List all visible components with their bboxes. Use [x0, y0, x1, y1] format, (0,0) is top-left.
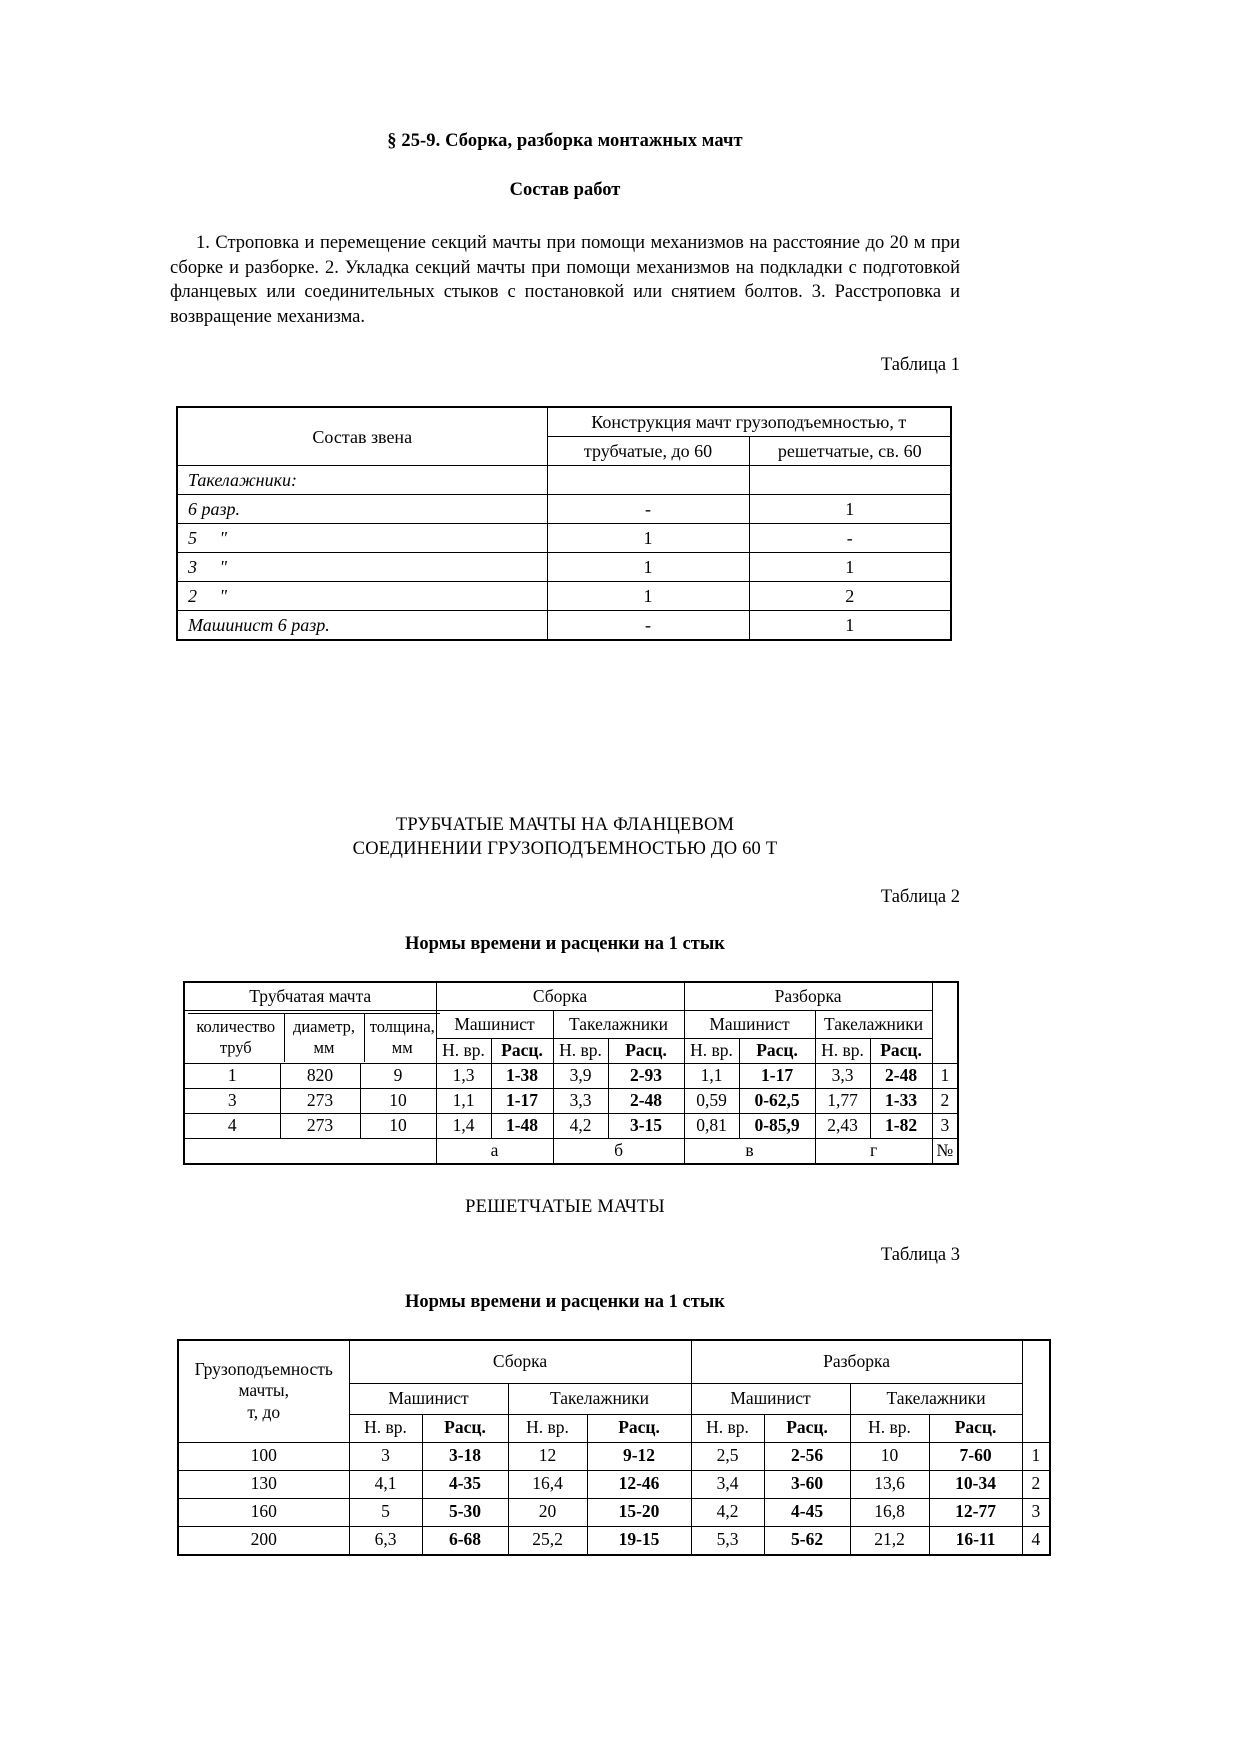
- table2-cell-thickness: 9: [360, 1064, 436, 1089]
- table1-row-lattice: 1: [749, 553, 951, 582]
- table3-header-capacity: [178, 1340, 349, 1443]
- table2-cell-dis-op-hv: 0,59: [684, 1089, 739, 1114]
- table1-row-tube: -: [547, 495, 749, 524]
- table2-cell-no: 3: [932, 1114, 958, 1139]
- table3-header-capacity-line1: Грузоподъемность: [194, 1358, 333, 1379]
- table1-row-tube: 1: [547, 582, 749, 611]
- table3-norms-heading: Нормы времени и расценки на 1 стык: [405, 1291, 725, 1312]
- table3-cell-capacity: 160: [178, 1498, 349, 1526]
- block2-title-line1: ТРУБЧАТЫЕ МАЧТЫ НА ФЛАНЦЕВОМ: [395, 815, 735, 836]
- table3-cell-asm-rig-rasc: 19-15: [587, 1526, 691, 1555]
- table3-header-rasc: Расц.: [422, 1414, 508, 1442]
- table3-cell-asm-rig-hv: 20: [508, 1498, 587, 1526]
- table3-header-assembly-riggers: Такелажники: [508, 1383, 691, 1414]
- table1-row-lattice: 2: [749, 582, 951, 611]
- table2-cell-asm-rig-rasc: 2-93: [608, 1064, 684, 1089]
- table3-cell-dis-op-hv: 4,2: [691, 1498, 764, 1526]
- table2-footer-g: г: [815, 1138, 932, 1163]
- table-header-row: [178, 1340, 1050, 1384]
- table2-header-assembly-riggers: Такелажники: [553, 1011, 684, 1039]
- table2-header-count: количество труб: [188, 1013, 284, 1062]
- table2-cell-dis-rig-hv: 1,77: [815, 1089, 870, 1114]
- table2-cell-dis-op-rasc: 0-62,5: [739, 1089, 815, 1114]
- table3-cell-dis-op-rasc: 4-45: [764, 1498, 850, 1526]
- table3-cell-asm-op-hv: 6,3: [349, 1526, 422, 1555]
- table-row: [184, 1089, 958, 1114]
- table1-row-label: 3 ": [177, 553, 547, 582]
- table3-cell-asm-op-rasc: 6-68: [422, 1526, 508, 1555]
- vertical-spacer: [170, 1165, 960, 1195]
- table3-cell-asm-rig-rasc: 12-46: [587, 1470, 691, 1498]
- table2-norms-heading: Нормы времени и расценки на 1 стык: [405, 934, 725, 955]
- table2-cell-asm-rig-hv: 4,2: [553, 1114, 608, 1139]
- table2-cell-asm-rig-rasc: 3-15: [608, 1114, 684, 1139]
- table3-cell-dis-rig-hv: 21,2: [850, 1526, 929, 1555]
- table3-cell-no: 3: [1022, 1498, 1050, 1526]
- table3-cell-dis-rig-rasc: 16-11: [929, 1526, 1022, 1555]
- table2-cell-count: 4: [184, 1114, 280, 1139]
- table2-cell-no: 1: [932, 1064, 958, 1089]
- tubular-mast-norms-table: [183, 981, 959, 1164]
- table2-caption: Таблица 2: [880, 887, 960, 908]
- table-row: [184, 1064, 958, 1089]
- table1-row-label: 6 разр.: [177, 495, 547, 524]
- table2-header-disassembly-operator: Машинист: [684, 1011, 815, 1039]
- table3-cell-dis-op-rasc: 5-62: [764, 1526, 850, 1555]
- table3-cell-asm-rig-hv: 25,2: [508, 1526, 587, 1555]
- table3-cell-asm-op-rasc: 3-18: [422, 1442, 508, 1470]
- table2-cell-diameter: 273: [280, 1089, 360, 1114]
- table3-cell-asm-op-rasc: 4-35: [422, 1470, 508, 1498]
- table-row: [184, 1114, 958, 1139]
- table3-cell-asm-op-hv: 3: [349, 1442, 422, 1470]
- table1-row-label: 5 ": [177, 524, 547, 553]
- table2-footer-blank: [184, 1138, 436, 1163]
- table2-header-assembly-operator: Машинист: [436, 1011, 553, 1039]
- works-composition-text: 1. Строповка и перемещение секций мачты при помощи механизмов на расстояние до 20 м при сборке и разборке. 2. Укладка секций мачты при помощи механизмов на подкладки с подготовкой фланцевых или соединительных стыков с постановкой или снятием болтов. 3. Расстроповка и возвращение механизма.: [170, 233, 960, 327]
- table3-cell-capacity: 130: [178, 1470, 349, 1498]
- table2-header-mast: Трубчатая мачта: [184, 982, 436, 1011]
- table2-cell-diameter: 273: [280, 1114, 360, 1139]
- table3-header-disassembly: Разборка: [691, 1340, 1022, 1384]
- table1-row-lattice: 1: [749, 495, 951, 524]
- table2-cell-dis-rig-hv: 3,3: [815, 1064, 870, 1089]
- table3-header-rasc: Расц.: [929, 1414, 1022, 1442]
- table3-cell-dis-rig-rasc: 7-60: [929, 1442, 1022, 1470]
- table2-header-disassembly-riggers: Такелажники: [815, 1011, 932, 1039]
- table3-cell-dis-rig-hv: 16,8: [850, 1498, 929, 1526]
- block2-title-line2: СОЕДИНЕНИИ ГРУЗОПОДЪЕМНОСТЬЮ ДО 60 Т: [352, 839, 778, 860]
- table-row: [178, 1526, 1050, 1555]
- table3-cell-asm-rig-rasc: 9-12: [587, 1442, 691, 1470]
- table3-cell-asm-op-rasc: 5-30: [422, 1498, 508, 1526]
- table2-cell-count: 3: [184, 1089, 280, 1114]
- table2-cell-asm-rig-hv: 3,3: [553, 1089, 608, 1114]
- table3-header-hv: Н. вр.: [508, 1414, 587, 1442]
- table2-header-rasc: Расц.: [739, 1039, 815, 1064]
- table2-cell-thickness: 10: [360, 1089, 436, 1114]
- table-header-row: [184, 1011, 958, 1039]
- table-row: [178, 1470, 1050, 1498]
- table-footer-row: [184, 1138, 958, 1163]
- table1-row-tube: -: [547, 611, 749, 641]
- table1-header-lattice: решетчатые, св. 60: [749, 437, 951, 466]
- table2-cell-asm-op-hv: 1,3: [436, 1064, 491, 1089]
- table3-cell-dis-op-hv: 2,5: [691, 1442, 764, 1470]
- table2-cell-count: 1: [184, 1064, 280, 1089]
- block3-title: РЕШЕТЧАТЫЕ МАЧТЫ: [465, 1196, 665, 1217]
- table2-header-disassembly: Разборка: [684, 982, 932, 1011]
- table2-cell-asm-rig-rasc: 2-48: [608, 1089, 684, 1114]
- table2-cell-dis-op-hv: 1,1: [684, 1064, 739, 1089]
- table2-footer-v: в: [684, 1138, 815, 1163]
- table1-row-tube: [547, 466, 749, 495]
- table2-header-hv: Н. вр.: [553, 1039, 608, 1064]
- table3-cell-asm-op-hv: 5: [349, 1498, 422, 1526]
- table2-header-rasc: Расц.: [870, 1039, 932, 1064]
- table-row: [177, 582, 951, 611]
- table2-cell-asm-op-rasc: 1-48: [491, 1114, 553, 1139]
- table1-row-label: Машинист 6 разр.: [177, 611, 547, 641]
- table2-header-blank: [932, 982, 958, 1063]
- page-content: [170, 0, 1041, 1556]
- table3-cell-no: 2: [1022, 1470, 1050, 1498]
- table2-header-rasc: Расц.: [491, 1039, 553, 1064]
- table2-header-hv: Н. вр.: [815, 1039, 870, 1064]
- table3-header-assembly: Сборка: [349, 1340, 691, 1384]
- table2-cell-asm-op-rasc: 1-17: [491, 1089, 553, 1114]
- table2-header-subcols: [184, 1011, 436, 1064]
- table2-cell-dis-rig-rasc: 1-33: [870, 1089, 932, 1114]
- table1-caption: Таблица 1: [880, 355, 960, 376]
- table2-cell-asm-rig-hv: 3,9: [553, 1064, 608, 1089]
- table1-row-lattice: -: [749, 524, 951, 553]
- table3-cell-dis-rig-hv: 10: [850, 1442, 929, 1470]
- table-row: [177, 524, 951, 553]
- table2-cell-dis-rig-rasc: 1-82: [870, 1114, 932, 1139]
- table3-cell-dis-op-hv: 3,4: [691, 1470, 764, 1498]
- table3-cell-capacity: 200: [178, 1526, 349, 1555]
- table2-cell-thickness: 10: [360, 1114, 436, 1139]
- table3-header-capacity-line3: т, до: [247, 1402, 281, 1423]
- table2-cell-asm-op-hv: 1,4: [436, 1114, 491, 1139]
- table3-cell-no: 4: [1022, 1526, 1050, 1555]
- table2-cell-dis-rig-rasc: 2-48: [870, 1064, 932, 1089]
- table3-header-assembly-operator: Машинист: [349, 1383, 508, 1414]
- table2-header-diameter: диаметр, мм: [284, 1013, 364, 1062]
- table3-header-disassembly-riggers: Такелажники: [850, 1383, 1022, 1414]
- table-row: [178, 1498, 1050, 1526]
- table3-header-blank: [1022, 1340, 1050, 1443]
- table3-cell-dis-op-hv: 5,3: [691, 1526, 764, 1555]
- table3-cell-dis-rig-hv: 13,6: [850, 1470, 929, 1498]
- table-row: [178, 1442, 1050, 1470]
- table3-header-disassembly-operator: Машинист: [691, 1383, 850, 1414]
- crew-composition-table: [176, 406, 952, 641]
- table1-header-tube: трубчатые, до 60: [547, 437, 749, 466]
- table-row: [177, 553, 951, 582]
- table3-cell-asm-rig-rasc: 15-20: [587, 1498, 691, 1526]
- table2-cell-no: 2: [932, 1089, 958, 1114]
- table3-cell-asm-op-hv: 4,1: [349, 1470, 422, 1498]
- table3-cell-dis-rig-rasc: 12-77: [929, 1498, 1022, 1526]
- table2-header-thickness: толщина, мм: [364, 1013, 440, 1062]
- table3-header-hv: Н. вр.: [850, 1414, 929, 1442]
- table2-cell-dis-rig-hv: 2,43: [815, 1114, 870, 1139]
- table1-header-crew: Состав звена: [177, 407, 547, 466]
- table2-header-hv: Н. вр.: [684, 1039, 739, 1064]
- table2-cell-diameter: 820: [280, 1064, 360, 1089]
- table1-row-lattice: 1: [749, 611, 951, 641]
- table1-row-tube: 1: [547, 553, 749, 582]
- table3-header-capacity-line2: мачты,: [238, 1380, 290, 1401]
- page-title: § 25-9. Сборка, разборка монтажных мачт: [387, 131, 743, 151]
- table1-header-group: Конструкция мачт грузоподъемностью, т: [547, 407, 951, 437]
- table-row: [177, 611, 951, 641]
- table3-header-rasc: Расц.: [764, 1414, 850, 1442]
- table3-cell-capacity: 100: [178, 1442, 349, 1470]
- table2-cell-dis-op-rasc: 1-17: [739, 1064, 815, 1089]
- table2-footer-a: а: [436, 1138, 553, 1163]
- vertical-spacer: [170, 641, 960, 813]
- table2-footer-b: б: [553, 1138, 684, 1163]
- table3-header-hv: Н. вр.: [349, 1414, 422, 1442]
- table3-cell-dis-rig-rasc: 10-34: [929, 1470, 1022, 1498]
- table2-cell-dis-op-rasc: 0-85,9: [739, 1114, 815, 1139]
- table-row: [177, 466, 951, 495]
- table1-row-tube: 1: [547, 524, 749, 553]
- table-row: [177, 495, 951, 524]
- table2-cell-dis-op-hv: 0,81: [684, 1114, 739, 1139]
- table2-footer-no: №: [932, 1138, 958, 1163]
- table3-caption: Таблица 3: [880, 1244, 960, 1265]
- table3-header-rasc: Расц.: [587, 1414, 691, 1442]
- table3-cell-dis-op-rasc: 3-60: [764, 1470, 850, 1498]
- table3-cell-asm-rig-hv: 16,4: [508, 1470, 587, 1498]
- table3-cell-asm-rig-hv: 12: [508, 1442, 587, 1470]
- table2-cell-asm-op-hv: 1,1: [436, 1089, 491, 1114]
- table2-cell-asm-op-rasc: 1-38: [491, 1064, 553, 1089]
- table-header-row: [177, 407, 951, 437]
- table2-header-assembly: Сборка: [436, 982, 684, 1011]
- table3-cell-dis-op-rasc: 2-56: [764, 1442, 850, 1470]
- table1-row-lattice: [749, 466, 951, 495]
- table2-header-rasc: Расц.: [608, 1039, 684, 1064]
- table1-row-label: 2 ": [177, 582, 547, 611]
- table-header-row: [184, 982, 958, 1011]
- lattice-mast-norms-table: [177, 1339, 1051, 1556]
- table2-header-hv: Н. вр.: [436, 1039, 491, 1064]
- works-composition-heading: Состав работ: [509, 180, 621, 200]
- table3-header-hv: Н. вр.: [691, 1414, 764, 1442]
- table3-cell-no: 1: [1022, 1442, 1050, 1470]
- table1-row-label: Такелажники:: [177, 466, 547, 495]
